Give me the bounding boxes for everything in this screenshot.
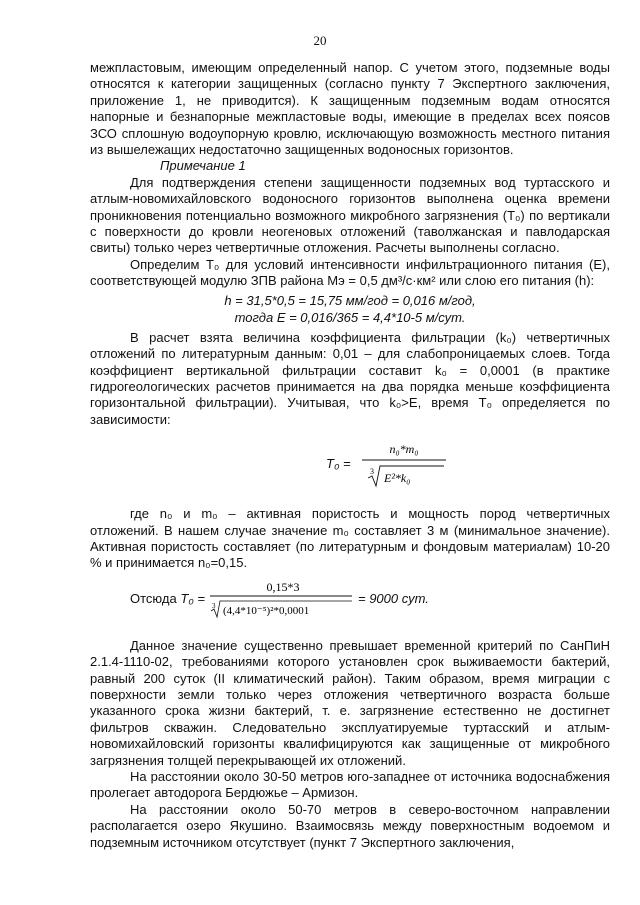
formula-h — [90, 292, 610, 326]
paragraph-6: Данное значение существенно превышает временной критерий по СанПиН 2.1.4-1110-02, требованиями которого установлен срок выживаемости бактерий, равный 200 суток (II климатический район). Таким образом, время миграции с поверхности земли только через отложения четвертичного возраста больше указанного срока жизни бактерий, т. е. загрязнение естественно не достигнет фильтров скважин. Следовательно эксплуатируемые туртасский и атлым-новомихайловский горизонты квалифицируются как защищенные от микробного загрязнения толщей перекрывающей их отложений. — [90, 637, 610, 768]
formula-result-label: Отсюда T₀ = — [130, 590, 205, 606]
note-label: Примечание 1 — [160, 158, 246, 174]
paragraph-2: Для подтверждения степени защищенности подземных вод туртасского и атлым-новомихайловского водоносного горизонтов выполнена оценка времени проникновения потенциально возможного микробного загрязнения (Т₀) по вертикали с поверхности до кровли неогеновых отложений (таволжанская и павлодарская свиты) только через четвертичные отложения. Расчеты выполнены согласно. — [90, 174, 610, 256]
paragraph-7: На расстоянии около 30-50 метров юго-западнее от источника водоснабжения пролегает автодорога Бердюжье – Армизон. — [90, 769, 610, 801]
formula-result-radicand: (4,4*10⁻⁵)²*0,0001 — [223, 604, 310, 617]
formula-t0-numerator: n₀*m₀ — [389, 442, 419, 457]
formula-t0-label: T₀ = — [326, 456, 351, 472]
formula-t0 — [90, 436, 610, 496]
page-number: 20 — [313, 33, 327, 48]
formula-t0-radicand: E²*k₀ — [384, 471, 411, 486]
formula-t0-root-index: 3 — [370, 467, 374, 477]
formula-result-numerator: 0,15*3 — [266, 579, 300, 594]
paragraph-8: На расстоянии около 50-70 метров в северо-восточном направлении располагается озеро Якушино. Взаимосвязь между поверхностным водоемом и подземным источником отсутствует (пункт 7 Экспертного заключения, — [90, 801, 610, 850]
formula-result-root-index: 3 — [212, 601, 216, 610]
document-body — [90, 60, 610, 851]
formula-line-2: тогда Е = 0,016/365 = 4,4*10-5 м/сут. — [234, 309, 466, 325]
paragraph-1: межпластовым, имеющим определенный напор. С учетом этого, подземные воды относятся к категории защищенных (согласно пункту 7 Экспертного заключения, приложение 1, не приводится). К защищенным подземным водам относятся напорные и безнапорные межпластовые воды, имеющие в пределах всех поясов ЗСО сплошную водоупорную кровлю, исключающую возможность местного питания из вышележащих недостаточно защищенных водоносных горизонтов. — [90, 60, 610, 158]
formula-line-1: h = 31,5*0,5 = 15,75 мм/год = 0,016 м/год, — [224, 292, 476, 308]
paragraph-5: где n₀ и m₀ – активная пористость и мощность пород четвертичных отложений. В нашем случае значение m₀ составляет 3 м (минимальное значение). Активная пористость составляет (по литературным и фондовым материалам) 10-20 % и принимается n₀=0,15. — [90, 506, 610, 571]
formula-result — [90, 578, 610, 620]
formula-t0-fraction — [360, 436, 450, 494]
paragraph-4: В расчет взята величина коэффициента фильтрации (k₀) четвертичных отложений по литературным данным: 0,01 – для слабопроницаемых слоев. Тогда коэффициент вертикальной фильтрации составит k₀ = 0,0001 (в практике гидрогеологических расчетов принимается на два порядка меньше коэффициента горизонтальной фильтрации). Учитывая, что k₀>Е, время Т₀ определяется по зависимости: — [90, 329, 610, 427]
formula-result-fraction — [208, 578, 354, 620]
paragraph-3: Определим Т₀ для условий интенсивности инфильтрационного питания (Е), соответствующей модулю ЗПВ района Мэ = 0,5 дм³/с·км² или слою его питания (h): — [90, 256, 610, 289]
formula-result-value: = 9000 сут. — [358, 590, 429, 606]
